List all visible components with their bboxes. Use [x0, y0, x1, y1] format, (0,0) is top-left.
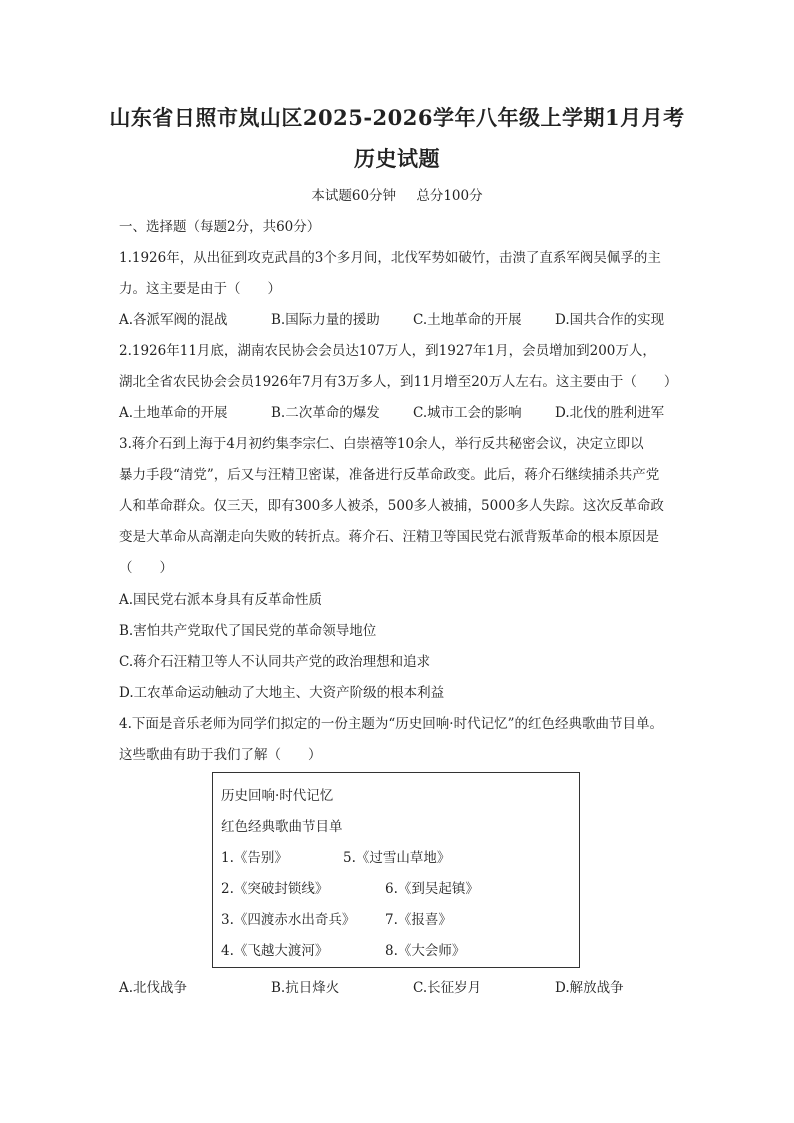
question-1-option-a: A.各派军阀的混战 — [119, 312, 228, 328]
question-4-stem-line: 这些歌曲有助于我们了解（ ） — [119, 747, 322, 763]
song-item: 7.《报喜》 — [385, 912, 452, 928]
exam-title: 山东省日照市岚山区2025-2026学年八年级上学期1月月考 — [109, 105, 685, 130]
exam-time: 本试题60分钟 — [311, 188, 397, 204]
song-item: 1.《告别》 — [221, 850, 288, 866]
question-3-option-c: C.蒋介石汪精卫等人不认同共产党的政治理想和追求 — [119, 654, 431, 670]
question-2-option-b: B.二次革命的爆发 — [271, 405, 380, 421]
question-4-option-c: C.长征岁月 — [413, 980, 482, 996]
question-1-option-b: B.国际力量的援助 — [271, 312, 380, 328]
question-3-stem-line: 变是大革命从高潮走向失败的转折点。蒋介石、汪精卫等国民党右派背叛革命的根本原因是 — [119, 529, 659, 545]
question-3-option-b: B.害怕共产党取代了国民党的革命领导地位 — [119, 623, 377, 639]
song-list-subtitle: 红色经典歌曲节目单 — [221, 819, 343, 835]
question-2-option-d: D.北伐的胜利进军 — [555, 405, 665, 421]
question-2-stem-line: 湖北全省农民协会会员1926年7月有3万多人，到11月增至20万人左右。这主要由于（ ） — [119, 374, 678, 390]
song-list-box — [212, 772, 580, 968]
question-3-stem-line: （ ） — [119, 560, 173, 576]
question-1-stem-line: 1.1926年，从出征到攻克武昌的3个多月间，北伐军势如破竹，击溃了直系军阀吴佩孚的主 — [119, 250, 661, 266]
question-3-option-d: D.工农革命运动触动了大地主、大资产阶级的根本利益 — [119, 685, 445, 701]
song-item: 5.《过雪山草地》 — [343, 850, 451, 866]
song-item: 8.《大会师》 — [385, 943, 466, 959]
question-3-stem-line: 3.蒋介石到上海于4月初约集李宗仁、白崇禧等10余人，举行反共秘密会议，决定立即以 — [119, 436, 644, 452]
question-3-option-a: A.国民党右派本身具有反革命性质 — [119, 592, 323, 608]
question-4-option-a: A.北伐战争 — [119, 980, 188, 996]
question-3-stem-line: 人和革命群众。仅三天，即有300多人被杀，500多人被捕，5000多人失踪。这次反革命政 — [119, 498, 664, 514]
question-1-option-c: C.土地革命的开展 — [413, 312, 522, 328]
question-2-option-a: A.土地革命的开展 — [119, 405, 228, 421]
exam-score: 总分100分 — [416, 188, 483, 204]
song-item: 2.《突破封锁线》 — [221, 881, 329, 897]
song-item: 6.《到吴起镇》 — [385, 881, 479, 897]
exam-subject-title: 历史试题 — [354, 146, 440, 171]
question-1-stem-line: 力。这主要是由于（ ） — [119, 281, 281, 297]
question-4-option-d: D.解放战争 — [555, 980, 624, 996]
question-3-stem-line: 暴力手段“清党”，后又与汪精卫密谋，准备进行反革命政变。此后，蒋介石继续捕杀共产党 — [119, 467, 660, 483]
section-heading: 一、选择题（每题2分，共60分） — [119, 219, 321, 235]
song-list-title: 历史回响·时代记忆 — [221, 788, 334, 804]
question-1-option-d: D.国共合作的实现 — [555, 312, 665, 328]
question-2-option-c: C.城市工会的影响 — [413, 405, 522, 421]
song-item: 3.《四渡赤水出奇兵》 — [221, 912, 356, 928]
question-4-option-b: B.抗日烽火 — [271, 980, 340, 996]
song-item: 4.《飞越大渡河》 — [221, 943, 329, 959]
question-2-stem-line: 2.1926年11月底，湖南农民协会会员达107万人，到1927年1月，会员增加到200万人， — [119, 343, 656, 359]
question-4-stem-line: 4.下面是音乐老师为同学们拟定的一份主题为“历史回响·时代记忆”的红色经典歌曲节目单。 — [119, 716, 663, 732]
exam-meta — [0, 186, 794, 206]
